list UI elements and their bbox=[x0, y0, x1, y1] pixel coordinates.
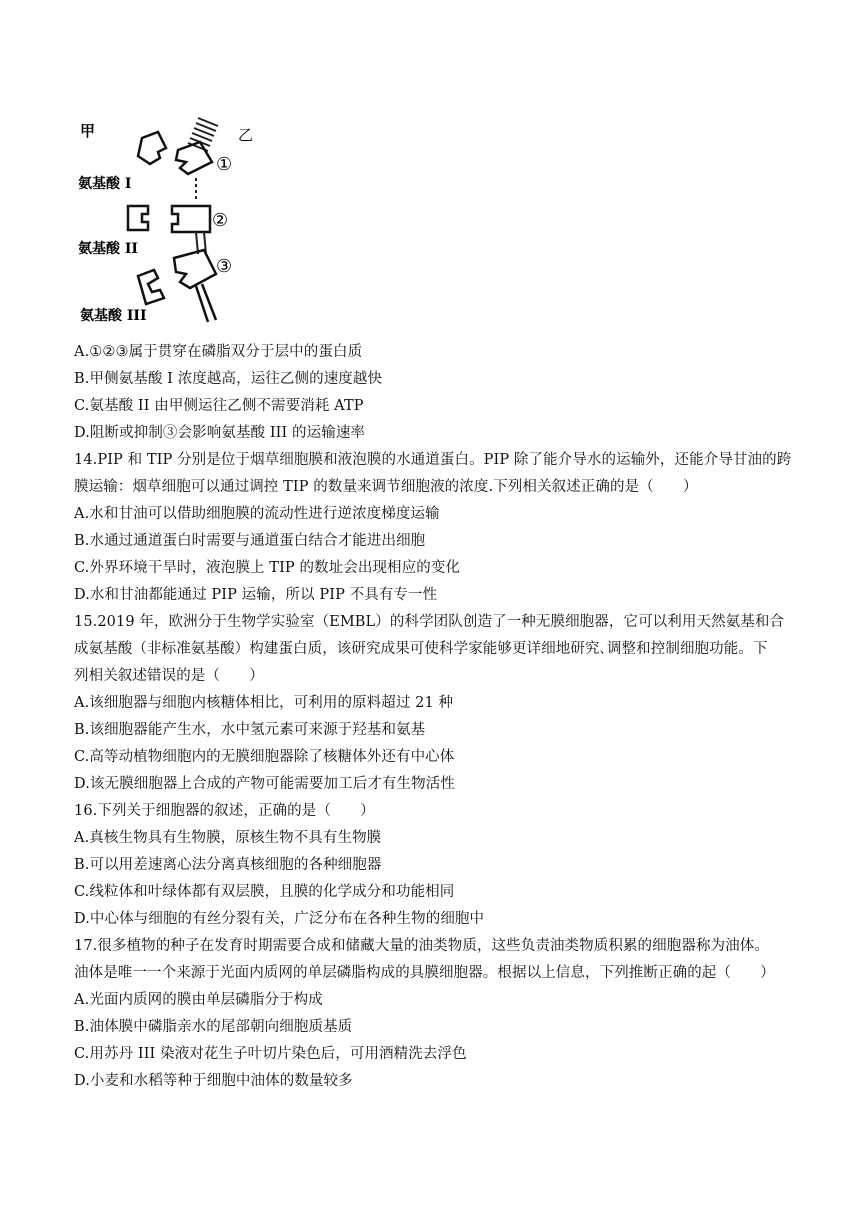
marker-3: ③ bbox=[216, 256, 233, 277]
q13-option-d: D.阻断或抑制③会影响氨基酸 III 的运输速率 bbox=[74, 425, 366, 441]
q16-option-d: D.中心体与细胞的有丝分裂有关，广泛分布在各种生物的细胞中 bbox=[74, 911, 485, 927]
q15-option-b: B.该细胞器能产生水，水中氢元素可来源于羟基和氨基 bbox=[74, 722, 426, 738]
q14-option-b: B.水通过通道蛋白时需要与通道蛋白结合才能进出细胞 bbox=[74, 533, 426, 549]
aa-label-3: 氨基酸 III bbox=[80, 308, 147, 324]
side-label-yi: 乙 bbox=[238, 126, 254, 144]
side-label-jia: 甲 bbox=[80, 122, 96, 140]
q14-stem-line-2: 膜运输：烟草细胞可以通过调控 TIP 的数量来调节细胞液的浓度.下列相关叙述正确的是（ ） bbox=[74, 479, 698, 495]
carrier-protein-2 bbox=[128, 206, 210, 232]
q16-option-c: C.线粒体和叶绿体都有双层膜，且膜的化学成分和功能相同 bbox=[74, 884, 455, 900]
carrier-protein-3 bbox=[138, 250, 216, 322]
transport-diagram bbox=[70, 108, 270, 333]
q16-option-a: A.真核生物具有生物膜，原核生物不具有生物膜 bbox=[74, 830, 382, 846]
q15-stem-line-2: 成氨基酸（非标准氨基酸）构建蛋白质，该研究成果可使科学家能够更详细地研究､调整和控制细胞功能。下 bbox=[74, 641, 768, 657]
q17-option-d: D.小麦和水稻等种于细胞中油体的数量较多 bbox=[74, 1073, 353, 1089]
q13-option-c: C.氨基酸 II 由甲侧运往乙侧不需要消耗 ATP bbox=[74, 398, 364, 414]
q14-option-a: A.水和甘油可以借助细胞膜的流动性进行逆浓度梯度运输 bbox=[74, 506, 440, 522]
question-content bbox=[74, 342, 794, 1098]
marker-2: ② bbox=[212, 210, 229, 231]
q14-stem-line-1: 14.PIP 和 TIP 分别是位于烟草细胞膜和液泡膜的水通道蛋白。PIP 除了能介导水的运输外，还能介导甘油的跨 bbox=[74, 452, 792, 468]
carrier-protein-1 bbox=[138, 132, 212, 174]
q17-option-a: A.光面内质网的膜由单层磷脂分于构成 bbox=[74, 992, 323, 1008]
q15-stem-line-1: 15.2019 年，欧洲分于生物学实验室（EMBL）的科学团队创造了一种无膜细胞器，它可以利用天然氨基和合 bbox=[74, 614, 785, 630]
q15-option-d: D.该无膜细胞器上合成的产物可能需要加工后才有生物活性 bbox=[74, 776, 455, 792]
q16-option-b: B.可以用差速离心法分离真核细胞的各种细胞器 bbox=[74, 857, 382, 873]
q14-option-d: D.水和甘油都能通过 PIP 运输，所以 PIP 不具有专一性 bbox=[74, 587, 438, 603]
q17-option-b: B.油体膜中磷脂亲水的尾部朝向细胞质基质 bbox=[74, 1019, 353, 1035]
q13-option-a: A.①②③属于贯穿在磷脂双分于层中的蛋白质 bbox=[74, 344, 363, 360]
aa-label-1: 氨基酸 I bbox=[78, 176, 132, 192]
q17-stem-line-1: 17.很多植物的种子在发育时期需要合成和储藏大量的油类物质，这些负责油类物质积累的细胞器称为油体。 bbox=[74, 938, 769, 954]
q14-option-c: C.外界环境干旱时，液泡膜上 TIP 的数址会出现相应的变化 bbox=[74, 560, 461, 576]
aa-label-2: 氨基酸 II bbox=[78, 241, 138, 257]
q15-option-a: A.该细胞器与细胞内核糖体相比，可利用的原料超过 21 种 bbox=[74, 695, 454, 711]
marker-1: ① bbox=[216, 154, 233, 175]
q13-option-b: B.甲侧氨基酸 I 浓度越高，运往乙侧的速度越快 bbox=[74, 371, 383, 387]
q17-option-c: C.用苏丹 III 染液对花生子叶切片染色后，可用酒精洗去浮色 bbox=[74, 1046, 467, 1062]
q17-stem-line-2: 油体是唯一一个来源于光面内质网的单层磷脂构成的具膜细胞器。根据以上信息，下列推断正确的起（ ） bbox=[74, 965, 775, 981]
q15-option-c: C.高等动植物细胞内的无膜细胞器除了核糖体外还有中心体 bbox=[74, 749, 455, 765]
q16-stem: 16.下列关于细胞器的叙述，正确的是（ ） bbox=[74, 803, 375, 819]
q15-stem-line-3: 列相关叙述错误的是（ ） bbox=[74, 668, 264, 684]
